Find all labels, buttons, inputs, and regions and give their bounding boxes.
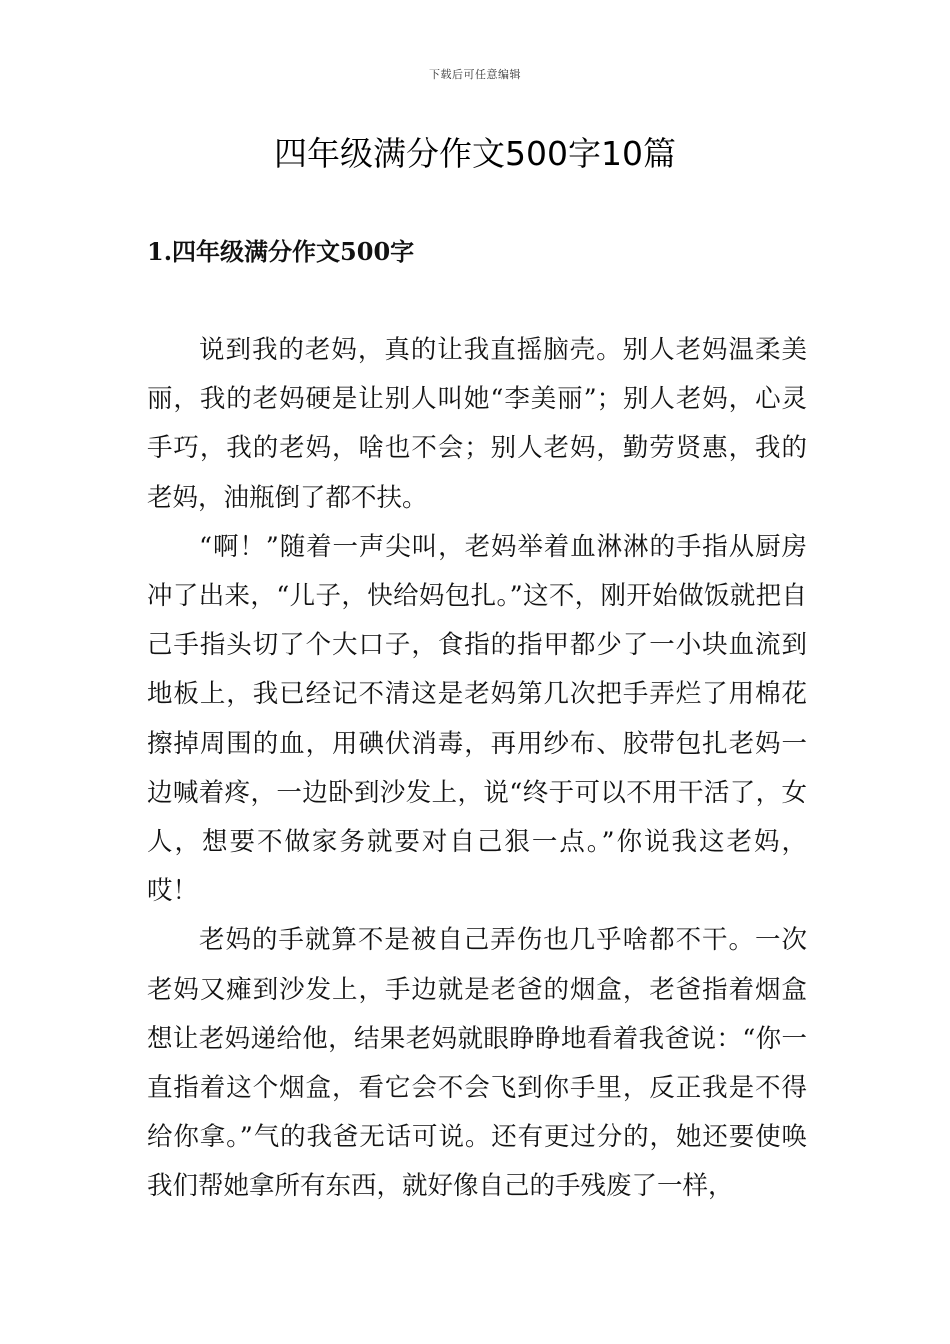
paragraph-1: 说到我的老妈，真的让我直摇脑壳。别人老妈温柔美丽，我的老妈硬是让别人叫她“李美丽”；别人老妈，心灵手巧，我的老妈，啥也不会；别人老妈，勤劳贤惠，我的老妈，油瓶倒了都不扶。 (147, 335, 807, 513)
essay-body (147, 326, 807, 1212)
document-title: 四年级满分作文500字10篇 (274, 134, 676, 173)
header-note: 下载后可任意编辑 (429, 68, 521, 81)
paragraph-3: 老妈的手就算不是被自己弄伤也几乎啥都不干。一次老妈又瘫到沙发上，手边就是老爸的烟盒，老爸指着烟盒想让老妈递给他，结果老妈就眼睁睁地看着我爸说：“你一直指着这个烟盒，看它会不会飞到你手里，反正我是不得给你拿。”气的我爸无话可说。还有更过分的，她还要使唤我们帮她拿所有东西，就好像自己的手残废了一样， (147, 925, 807, 1202)
section-heading: 1.四年级满分作文500字 (147, 237, 415, 266)
paragraph-2: “啊！”随着一声尖叫，老妈举着血淋淋的手指从厨房冲了出来，“儿子，快给妈包扎。”这不，刚开始做饭就把自己手指头切了个大口子，食指的指甲都少了一小块血流到地板上，我已经记不清这是老妈第几次把手弄烂了用棉花擦掉周围的血，用碘伏消毒，再用纱布、胶带包扎老妈一边喊着疼，一边卧到沙发上，说“终于可以不用干活了，女人，想要不做家务就要对自己狠一点。”你说我这老妈，哎！ (147, 531, 807, 907)
